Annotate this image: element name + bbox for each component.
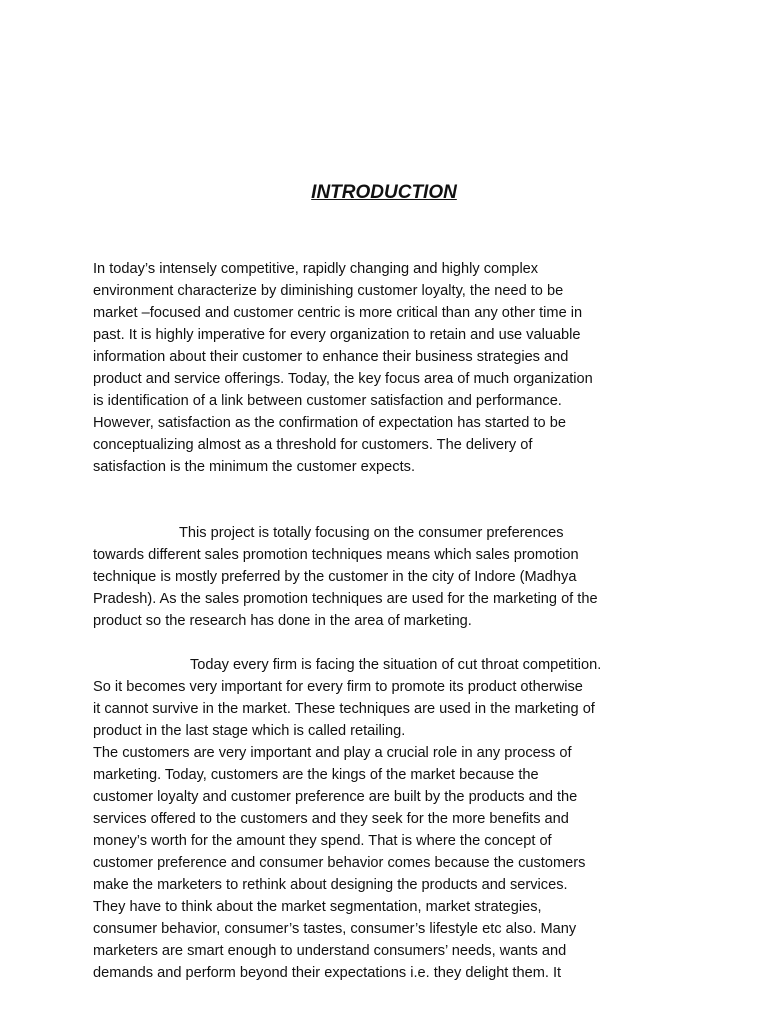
text-line: In today’s intensely competitive, rapidly changing and highly complex [93,261,539,277]
text-line: customer loyalty and customer preference are built by the products and the [93,789,578,805]
text-line: satisfaction is the minimum the customer expects. [93,459,415,475]
text-line: product so the research has done in the area of marketing. [93,613,472,629]
text-line: This project is totally focusing on the consumer preferences [179,525,564,541]
text-line: is identification of a link between customer satisfaction and performance. [93,393,562,409]
text-line: customer preference and consumer behavior comes because the customers [93,855,586,871]
text-line: They have to think about the market segmentation, market strategies, [93,899,542,915]
text-line: market –focused and customer centric is more critical than any other time in [93,305,583,321]
text-line: marketing. Today, customers are the kings of the market because the [93,767,539,783]
text-line: it cannot survive in the market. These techniques are used in the marketing of [93,701,595,717]
text-line: technique is mostly preferred by the customer in the city of Indore (Madhya [93,569,577,585]
text-line: make the marketers to rethink about designing the products and services. [93,877,568,893]
text-line: towards different sales promotion techniques means which sales promotion [93,547,579,563]
text-line: product in the last stage which is called retailing. [93,723,406,739]
paragraph-3 [93,654,683,742]
text-line: product and service offerings. Today, the key focus area of much organization [93,371,593,387]
text-line: marketers are smart enough to understand consumers’ needs, wants and [93,943,567,959]
text-line: information about their customer to enhance their business strategies and [93,349,569,365]
paragraph-4 [93,742,683,984]
text-line: money’s worth for the amount they spend. That is where the concept of [93,833,552,849]
text-line: consumer behavior, consumer’s tastes, consumer’s lifestyle etc also. Many [93,921,577,937]
text-line: services offered to the customers and they seek for the more benefits and [93,811,569,827]
text-line: However, satisfaction as the confirmation of expectation has started to be [93,415,566,431]
text-line: environment characterize by diminishing customer loyalty, the need to be [93,283,564,299]
text-line: Today every firm is facing the situation of cut throat competition. [190,657,602,673]
paragraph-1 [93,258,683,478]
text-line: conceptualizing almost as a threshold for customers. The delivery of [93,437,533,453]
text-line: So it becomes very important for every firm to promote its product otherwise [93,679,583,695]
text-line: demands and perform beyond their expectations i.e. they delight them. It [93,965,562,981]
paragraph-2 [93,522,683,632]
text-line: The customers are very important and play a crucial role in any process of [93,745,572,761]
text-line: Pradesh). As the sales promotion techniques are used for the marketing of the [93,591,598,607]
text-line: past. It is highly imperative for every organization to retain and use valuable [93,327,581,343]
page-title: INTRODUCTION [311,182,457,203]
